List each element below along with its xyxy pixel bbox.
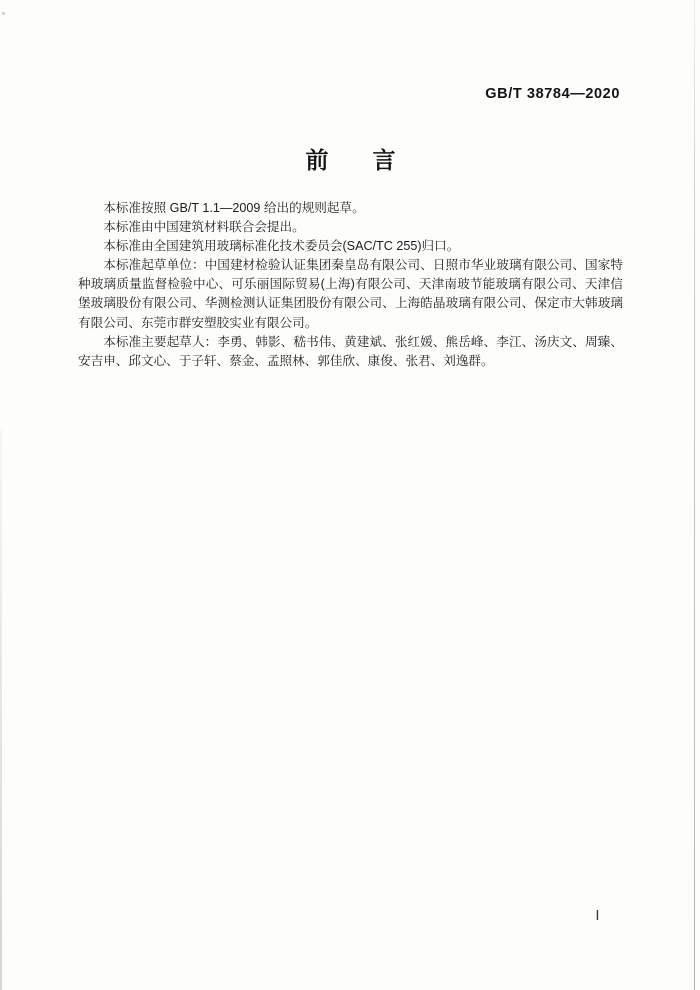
scan-edge-line-left: [0, 430, 2, 990]
standard-code: GB/T 38784—2020: [485, 86, 620, 102]
scan-speck-artifact: [2, 12, 5, 15]
foreword-title: [78, 142, 623, 175]
foreword-title-char-2: 言: [372, 147, 396, 173]
paragraph-main-drafters: 本标准主要起草人：李勇、韩影、嵇书伟、黄建斌、张红媛、熊岳峰、李江、汤庆文、周臻、安吉申、邱文心、于子轩、蔡金、孟照林、郭佳欣、康俊、张君、刘逸群。: [78, 334, 623, 368]
foreword-body: [78, 199, 623, 371]
paragraph-drafting-rule: 本标准按照 GB/T 1.1—2009 给出的规则起草。: [103, 201, 365, 215]
scan-edge-line-right: [694, 0, 695, 990]
foreword-title-char-1: 前: [305, 147, 329, 173]
paragraph-committee: 本标准由全国建筑用玻璃标准化技术委员会(SAC/TC 255)归口。: [103, 239, 460, 254]
page-number: Ⅰ: [595, 909, 600, 924]
paragraph-drafting-organizations: 本标准起草单位：中国建材检验认证集团秦皇岛有限公司、日照市华业玻璃有限公司、国家特种玻璃质量监督检验中心、可乐丽国际贸易(上海)有限公司、天津南玻节能玻璃有限公司、天津信堡玻璃股份有限公司、华测检测认证集团股份有限公司、上海皓晶玻璃有限公司、保定市大韩玻璃有限公司、东莞市群安塑胶实业有限公司。: [78, 258, 623, 330]
paragraph-proposed-by: 本标准由中国建筑材料联合会提出。: [103, 220, 305, 235]
